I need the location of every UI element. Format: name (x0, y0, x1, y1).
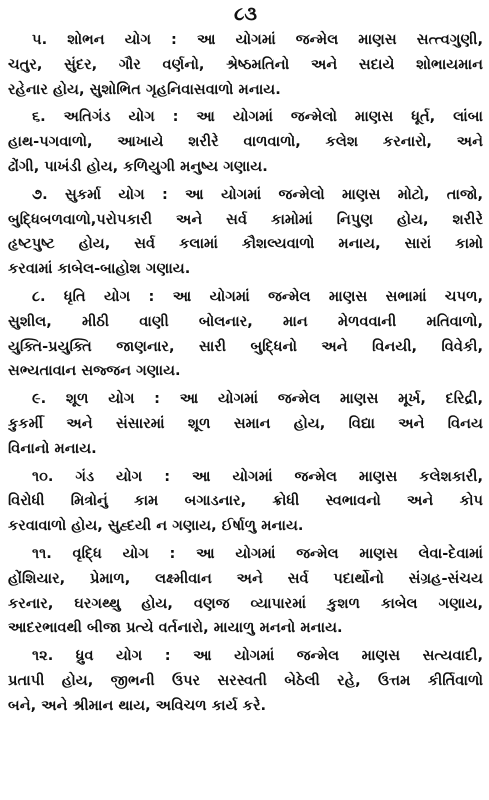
entry-text-line: આદરભાવથી બીજા પ્રત્યે વર્તનારો, માયાળુ મનનો મનાય. (8, 619, 343, 637)
entry-text-line: વિનાનો મનાય. (8, 439, 97, 457)
entry-text-line: કરનાર, ઘરગથ્થુ હોય, વણજ વ્યાપારમાં કુશળ કાબેલ ગણાય, (8, 594, 483, 612)
entry-text-line: હૃષ્ટપુષ્ટ હોય, સર્વ કલામાં કૌશલ્યવાળો મનાય, સારાં કામો (8, 235, 483, 253)
yoga-entries (8, 28, 483, 719)
entry-text-line: બને, અને શ્રીમાન થાય, અવિચળ કાર્ય કરે. (8, 696, 267, 714)
entry-text-line: ચતુર, સુંદર, ગૌર વર્ણનો, શ્રેષ્ઠમતિનો અને સદાયે શોભાયમાન (8, 55, 483, 73)
page-number: ૮૩ (233, 3, 258, 25)
entry-text-line: બુદ્ધિબળવાળો,પરોપકારી અને સર્વ કામોમાં નિપુણ હોય, શરીરે (8, 210, 483, 228)
entry-text-line: હાથ-પગવાળો, આખાયે શરીરે વાળવાળો, કલેશ કરનારો, અને (8, 133, 483, 151)
yoga-entry (8, 183, 483, 282)
yoga-entry (8, 465, 483, 539)
entry-text-line: સભ્યતાવાન સજ્જન ગણાય. (8, 362, 181, 380)
yoga-entry (8, 28, 483, 102)
entry-text-line: સુશીલ, મીઠી વાણી બોલનાર, માન મેળવવાની મતિવાળો, (8, 312, 483, 330)
entry-heading-line: ૭. સુકર્મા યોગ : આ યોગમાં જન્મેલો માણસ મોટો, તાજો, (32, 185, 483, 203)
entry-text-line: પ્રતાપી હોય, જીભની ઉપર સરસ્વતી બેઠેલી રહે, ઉત્તમ કીર્તિવાળો (8, 671, 483, 689)
entry-heading-line: ૧૨. ધ્રુવ યોગ : આ યોગમાં જન્મેલ માણસ સત્યવાદી, (32, 647, 483, 665)
yoga-entry (8, 644, 483, 718)
entry-heading-line: ૧૦. ગંડ યોગ : આ યોગમાં જન્મેલ માણસ કલેશકારી, (32, 467, 483, 485)
entry-text-line: કરવાવાળો હોય, સુહ્દયી ન ગણાય, ઈર્ષાળુ મનાય. (8, 517, 304, 535)
entry-text-line: વિરોધી મિત્રોનું કામ બગાડનાર, ક્રોધી સ્વભાવનો અને કોપ (8, 492, 483, 510)
entry-text-line: ઢોંગી, પાખંડી હોય, કળિયુગી મનુષ્ય ગણાય. (8, 157, 268, 175)
yoga-entry (8, 105, 483, 179)
entry-heading-line: ૬. અતિગંડ યોગ : આ યોગમાં જન્મેલો માણસ ધૂર્ત, લાંબા (32, 108, 483, 126)
yoga-entry (8, 285, 483, 384)
entry-heading-line: ૫. શોભન યોગ : આ યોગમાં જન્મેલ માણસ સત્ત્વગુણી, (32, 31, 483, 48)
entry-heading-line: ૮. ધૃતિ યોગ : આ યોગમાં જન્મેલ માણસ સભામાં ચપળ, (32, 287, 483, 305)
entry-text-line: હોંશિયાર, પ્રેમાળ, લક્ષ્મીવાન અને સર્વ પદાર્થોનો સંગ્રહ-સંચય (8, 569, 483, 587)
yoga-entry (8, 387, 483, 461)
yoga-entry (8, 542, 483, 641)
entry-heading-line: ૧૧. વૃદ્ધિ યોગ : આ યોગમાં જન્મેલ માણસ લેવા-દેવામાં (32, 544, 483, 562)
entry-text-line: યુક્તિ-પ્રયુક્તિ જાણનાર, સારી બુદ્ધિનો અને વિનયી, વિવેકી, (8, 337, 483, 355)
entry-text-line: કુકર્મી અને સંસારમાં શૂળ સમાન હોય, વિદ્યા અને વિનય (8, 414, 483, 432)
entry-text-line: રહેનાર હોય, સુશોભિત ગૃહનિવાસવાળો મનાય. (8, 80, 281, 98)
entry-heading-line: ૯. શૂળ યોગ : આ યોગમાં જન્મેલ માણસ મૂર્ખ, દરિદ્રી, (32, 390, 483, 408)
entry-text-line: કરવામાં કાબેલ-બાહોશ ગણાય. (8, 260, 191, 278)
